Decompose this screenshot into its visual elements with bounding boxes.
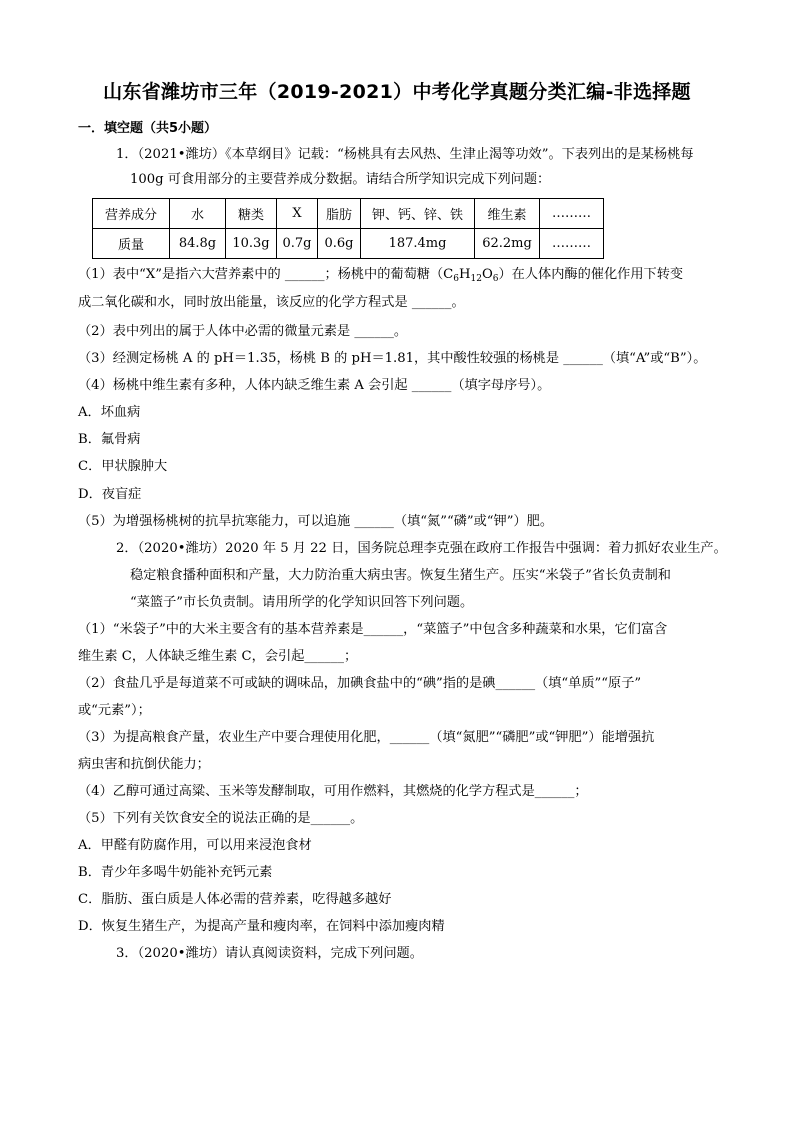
q1-part1-line1: （1）表中“X”是指六大营养素中的 ______；杨桃中的葡萄糖$(C_6H_{12}O_6)$在人体内酶的催化作用下转变 bbox=[78, 267, 684, 284]
table-cell: 84.8g bbox=[170, 229, 226, 259]
q1-option-b: B．氟骨病 bbox=[78, 432, 141, 447]
table-header-cell: X bbox=[277, 199, 318, 229]
table-header-cell: 钾、钙、锌、铁 bbox=[361, 199, 475, 229]
q1-part3: （3）经测定杨桃 A 的 pH＝1.35，杨桃 B 的 pH＝1.81，其中酸性较强的杨桃是 ______（填“A”或“B”）。 bbox=[78, 351, 707, 366]
q2-option-c: C．脂肪、蛋白质是人体必需的营养素，吃得越多越好 bbox=[78, 892, 392, 907]
table-header-cell: ……… bbox=[540, 199, 604, 229]
q2-part4: （4）乙醇可通过高粱、玉米等发酵制取，可用作燃料，其燃烧的化学方程式是______； bbox=[78, 784, 588, 799]
q1-option-d: D．夜盲症 bbox=[78, 487, 142, 502]
page-title: 山东省潍坊市三年（2019-2021）中考化学真题分类汇编-非选择题 bbox=[103, 81, 691, 103]
q1-part1-line2: 成二氧化碳和水，同时放出能量，该反应的化学方程式是 ______。 bbox=[78, 295, 465, 310]
table-cell: 0.6g bbox=[318, 229, 361, 259]
table-cell: 187.4mg bbox=[361, 229, 475, 259]
section-heading: 一．填空题（共5小题） bbox=[78, 121, 218, 136]
table-header-cell: 糖类 bbox=[226, 199, 277, 229]
q2-part1-line2: 维生素 C，人体缺乏维生素 C，会引起______； bbox=[78, 649, 358, 664]
q2-part5: （5）下列有关饮食安全的说法正确的是______。 bbox=[78, 811, 364, 826]
table-header-cell: 水 bbox=[170, 199, 226, 229]
q2-part2-line1: （2）食盐几乎是每道菜不可或缺的调味品，加碘食盐中的“碘”指的是碘______（填“单质”“原子” bbox=[78, 676, 642, 691]
q2-option-a: A．甲醛有防腐作用，可以用来浸泡食材 bbox=[78, 838, 312, 853]
table-header-cell: 维生素 bbox=[475, 199, 540, 229]
table-row bbox=[93, 199, 604, 229]
table-header-cell: 营养成分 bbox=[93, 199, 170, 229]
table-cell: 10.3g bbox=[226, 229, 277, 259]
q1-intro-line1: 1．（2021•潍坊）《本草纲目》记载：“杨桃具有去风热、生津止渴等功效”。下表列出的是某杨桃每 bbox=[116, 147, 694, 162]
q1-part5: （5）为增强杨桃树的抗旱抗寒能力，可以追施 ______（填“氮”“磷”或“钾”）肥。 bbox=[78, 514, 554, 529]
q1-option-c: C．甲状腺肿大 bbox=[78, 459, 168, 474]
q3-intro: 3．（2020•潍坊）请认真阅读资料，完成下列问题。 bbox=[116, 946, 423, 961]
q2-option-b: B．青少年多喝牛奶能补充钙元素 bbox=[78, 865, 273, 880]
q2-part3-line2: 病虫害和抗倒伏能力； bbox=[78, 757, 210, 772]
table-cell: 0.7g bbox=[277, 229, 318, 259]
q1-part2: （2）表中列出的属于人体中必需的微量元素是 ______。 bbox=[78, 324, 408, 339]
q2-part2-line2: 或“元素”）； bbox=[78, 703, 151, 718]
q2-part1-line1: （1）“米袋子”中的大米主要含有的基本营养素是______，“菜篮子”中包含多种蔬菜和水果，它们富含 bbox=[78, 622, 668, 637]
table-cell: ……… bbox=[540, 229, 604, 259]
q1-intro-line2: 100g 可食用部分的主要营养成分数据。请结合所学知识完成下列问题： bbox=[130, 172, 551, 187]
q2-intro-line2: 稳定粮食播种面积和产量，大力防治重大病虫害。恢复生猪生产。压实“米袋子”省长负责制和 bbox=[130, 568, 671, 583]
table-cell: 62.2mg bbox=[475, 229, 540, 259]
q1-part4: （4）杨桃中维生素有多种，人体内缺乏维生素 A 会引起 ______（填字母序号）。 bbox=[78, 378, 551, 393]
q2-intro-line3: “菜篮子”市长负责制。请用所学的化学知识回答下列问题。 bbox=[130, 595, 474, 610]
q1-option-a: A．坏血病 bbox=[78, 405, 141, 420]
table-row bbox=[93, 229, 604, 259]
table-cell: 质量 bbox=[93, 229, 170, 259]
q2-option-d: D．恢复生猪生产，为提高产量和瘦肉率，在饲料中添加瘦肉精 bbox=[78, 919, 445, 934]
nutrition-table bbox=[92, 198, 604, 259]
q2-part3-line1: （3）为提高粮食产量，农业生产中要合理使用化肥，______（填“氮肥”“磷肥”或“钾肥”）能增强抗 bbox=[78, 730, 655, 745]
q2-intro-line1: 2．（2020•潍坊）2020 年 5 月 22 日，国务院总理李克强在政府工作报告中强调：着力抓好农业生产。 bbox=[116, 541, 727, 556]
table-header-cell: 脂肪 bbox=[318, 199, 361, 229]
